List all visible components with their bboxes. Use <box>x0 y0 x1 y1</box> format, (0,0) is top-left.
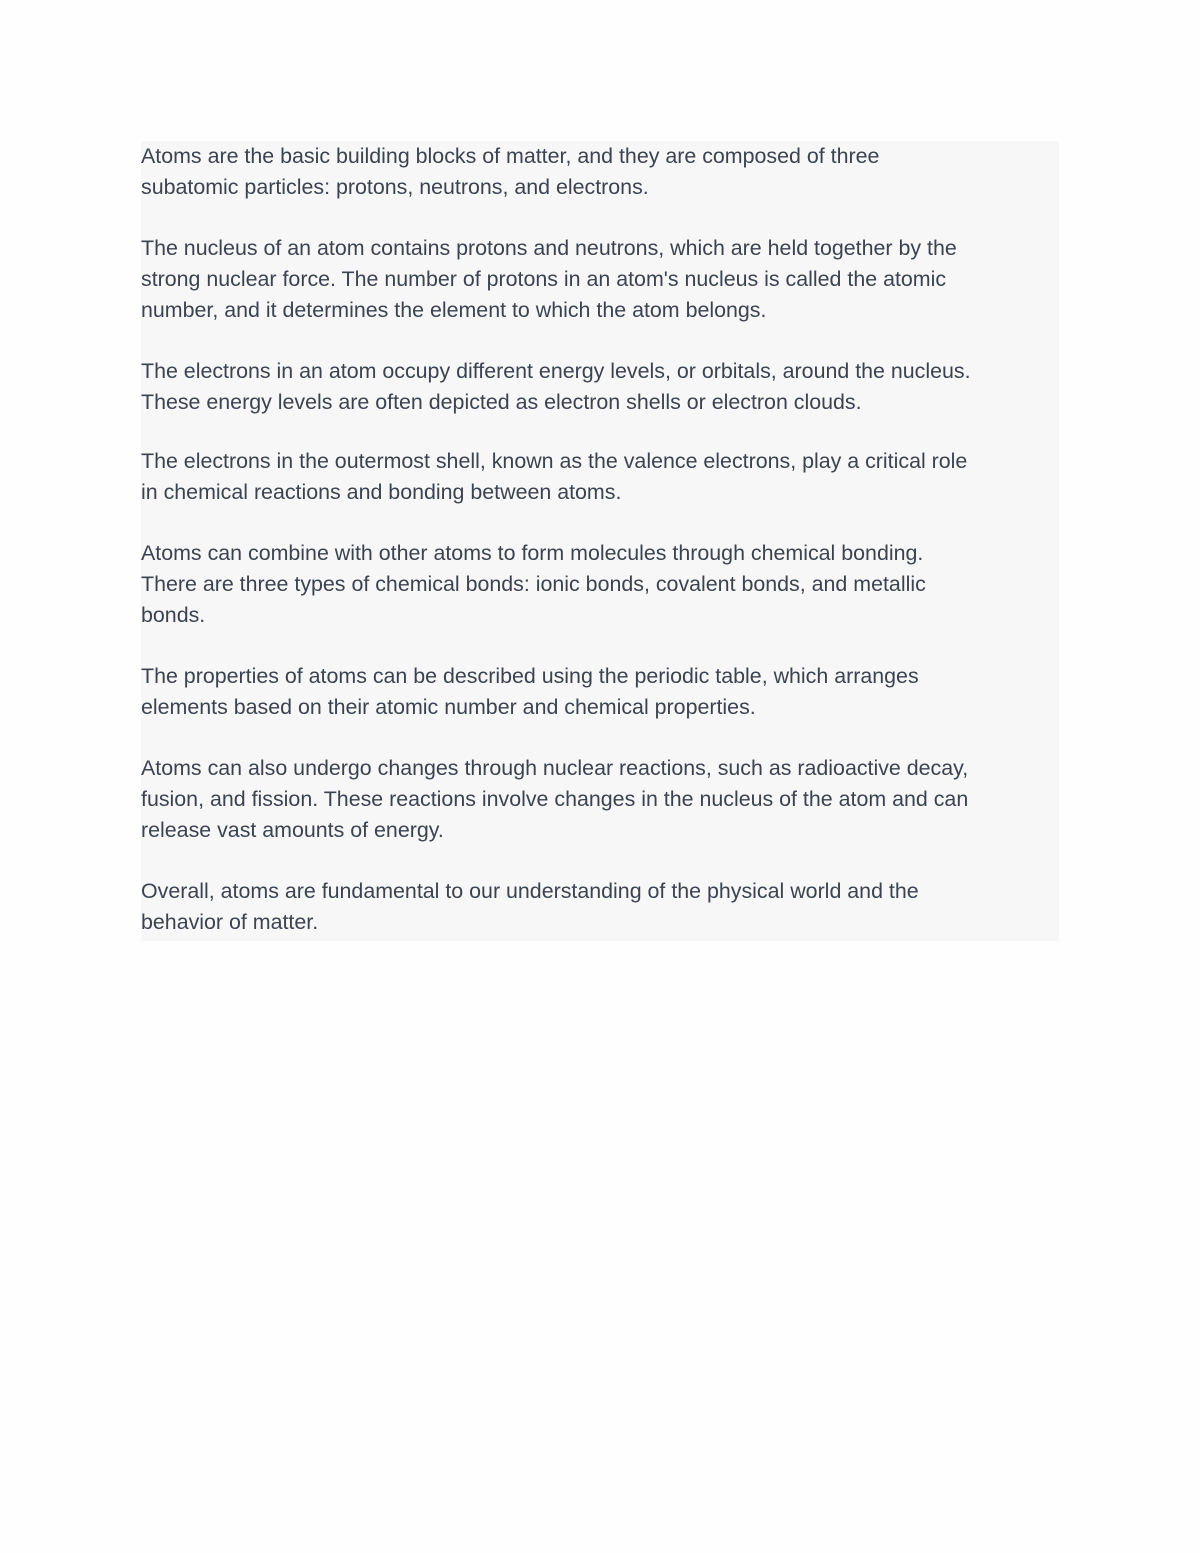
paragraph-3 <box>141 356 1059 418</box>
paragraph-line: Atoms are the basic building blocks of matter, and they are composed of three <box>141 144 880 168</box>
paragraph-2 <box>141 233 1059 326</box>
paragraph-line: behavior of matter. <box>141 910 319 934</box>
paragraph-line: Atoms can also undergo changes through nuclear reactions, such as radioactive decay, <box>141 756 969 780</box>
paragraph-1 <box>141 141 1059 203</box>
paragraph-line: Atoms can combine with other atoms to form molecules through chemical bonding. <box>141 541 924 565</box>
paragraph-line: The properties of atoms can be described using the periodic table, which arranges <box>141 664 919 688</box>
paragraph-line: Overall, atoms are fundamental to our understanding of the physical world and the <box>141 879 919 903</box>
paragraph-line: The electrons in the outermost shell, known as the valence electrons, play a critical role <box>141 449 968 473</box>
paragraph-line: There are three types of chemical bonds: ionic bonds, covalent bonds, and metallic <box>141 572 926 596</box>
paragraph-7 <box>141 753 1059 846</box>
paragraph-line: bonds. <box>141 603 206 627</box>
paragraph-line: The electrons in an atom occupy different energy levels, or orbitals, around the nucleus. <box>141 359 971 383</box>
paragraph-8 <box>141 876 1059 938</box>
paragraph-line: number, and it determines the element to which the atom belongs. <box>141 298 767 322</box>
paragraph-line: These energy levels are often depicted as electron shells or electron clouds. <box>141 390 862 414</box>
paragraph-line: subatomic particles: protons, neutrons, and electrons. <box>141 175 649 199</box>
paragraph-line: elements based on their atomic number and chemical properties. <box>141 695 756 719</box>
paragraph-line: fusion, and fission. These reactions involve changes in the nucleus of the atom and can <box>141 787 969 811</box>
document-text-block <box>141 141 1059 941</box>
paragraph-line: The nucleus of an atom contains protons and neutrons, which are held together by the <box>141 236 957 260</box>
paragraph-line: strong nuclear force. The number of protons in an atom's nucleus is called the atomic <box>141 267 947 291</box>
paragraph-4 <box>141 446 1059 508</box>
paragraph-line: in chemical reactions and bonding between atoms. <box>141 480 622 504</box>
paragraph-5 <box>141 538 1059 631</box>
paragraph-6 <box>141 661 1059 723</box>
paragraph-line: release vast amounts of energy. <box>141 818 444 842</box>
